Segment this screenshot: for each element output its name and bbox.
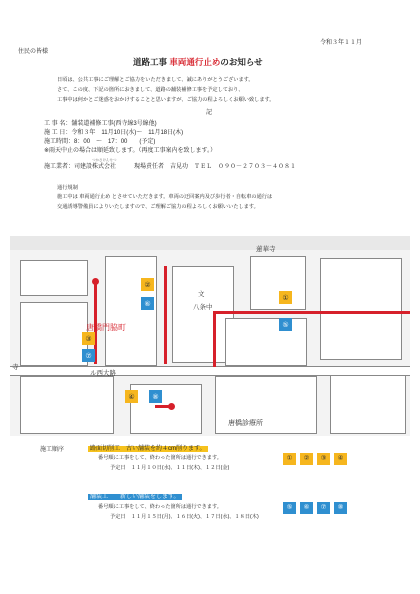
detail-row: 工 事 名：舗装道補修工事(西寺線3号線他) (44, 121, 157, 127)
company-ruby: つかさけんせつ (92, 158, 117, 162)
chip: ② (300, 453, 313, 465)
site-badge-6: ⑥ (141, 297, 154, 310)
chip: ⑥ (300, 502, 313, 514)
map-block (130, 384, 202, 434)
regulation-heading: 通行規制 (57, 185, 78, 191)
map-label-area: 唐橋門脇町 (86, 323, 126, 332)
intro-line: 日頃は、公共工事にご理解とご協力をいただきまして、誠にありがとうございます。 (57, 77, 254, 83)
map-block (105, 256, 157, 366)
intro-line: さて、この度、下記の箇所におきまして、道路の舗装補修工事を予定しており、 (57, 87, 244, 93)
ki-mark: 記 (206, 110, 213, 116)
map-block (225, 318, 307, 366)
recipient: 住民の皆様 (18, 49, 49, 55)
site-badge-2: ② (141, 278, 154, 291)
chip: ⑧ (334, 502, 347, 514)
page-title (133, 58, 263, 68)
chip: ④ (334, 453, 347, 465)
detail-row: ※雨天中止の場合は順延致します。（再度工事案内を致します。） (44, 148, 217, 154)
map-block (320, 258, 402, 360)
site-badge-5: ⑤ (279, 318, 292, 331)
phase1-schedule: 予定日 １１月１０日(水)、１１日(木)、１２日(金) (110, 465, 230, 471)
chip: ⑤ (283, 502, 296, 514)
title-suffix: のお知らせ (220, 57, 263, 67)
map-block (20, 260, 88, 296)
site-map (10, 236, 410, 436)
chip: ③ (317, 453, 330, 465)
map-block (20, 376, 114, 434)
intro-line: 工事中は何かとご迷惑をおかけすることと思いますが、ご協力の程よろしくお願い致します。 (57, 97, 275, 103)
map-label-school: 八条中 (193, 304, 213, 311)
closure-end-dot (92, 278, 99, 285)
regulation-line: 施工中は 車両通行止め とさせていただきます。車両の迂回案内及び歩行者・自転車の通行は (57, 194, 273, 200)
closure-end-dot (168, 403, 175, 410)
detail-row: 施工業者：司建設株式会社 現場責任者 吉見功 ＴＥＬ ０９０－２７０３－４０８１ (44, 164, 297, 170)
map-label-clinic: 唐橋診療所 (228, 420, 263, 427)
phase2-note: 番号順に工事をして、終わった箇所は通行できます。 (98, 504, 222, 510)
site-badge-4: ④ (125, 390, 138, 403)
map-block (20, 302, 88, 366)
detail-row: 施工時間：8：00 ～ 17：00 (予定) (44, 139, 156, 145)
phase1-note: 番号順に工事をして、終わった箇所は通行できます。 (98, 455, 222, 461)
closed-road-segment (164, 266, 167, 364)
phase2-chips (283, 496, 351, 514)
map-rail-band (10, 236, 410, 250)
map-school-icon: 文 (198, 291, 205, 298)
chip: ① (283, 453, 296, 465)
closed-road-segment (213, 311, 216, 367)
phase2-schedule: 予定日 １１月１５日(月)、１６日(火)、１７日(水)、１８日(木) (110, 514, 259, 520)
map-label-temple: 蓮華寺 (256, 246, 276, 253)
phase1-chips (283, 447, 351, 465)
title-prefix: 道路工事 (133, 57, 168, 67)
closed-road-segment (155, 405, 169, 408)
phase2-banner: 舗装工 新しい舗装をします。 (90, 494, 180, 500)
map-main-road (10, 366, 410, 376)
notice-date: 令和３年１１月 (320, 40, 363, 46)
chip: ⑦ (317, 502, 330, 514)
site-badge-1: ① (279, 291, 292, 304)
title-highlight: 車両通行止め (169, 57, 221, 67)
sequence-heading: 施工順序 (40, 447, 65, 453)
detail-row: 施 工 日：令和３年 11月10日(水)～ 11月18日(木) (44, 130, 184, 136)
map-label-street: ル西大路 (90, 370, 116, 377)
map-block (330, 374, 406, 434)
site-badge-8: ⑧ (149, 390, 162, 403)
map-label-road: 寺 (12, 364, 19, 371)
map-block (250, 256, 306, 310)
site-badge-7: ⑦ (82, 349, 95, 362)
closed-road-segment (213, 311, 410, 314)
phase1-banner: 路面切削工 古い舗装を約４cm削ります。 (90, 446, 206, 452)
site-badge-3: ③ (82, 332, 95, 345)
regulation-line: 交通誘導警備員によりいたしますので、ご理解ご協力の程よろしくお願いいたします。 (57, 204, 259, 210)
